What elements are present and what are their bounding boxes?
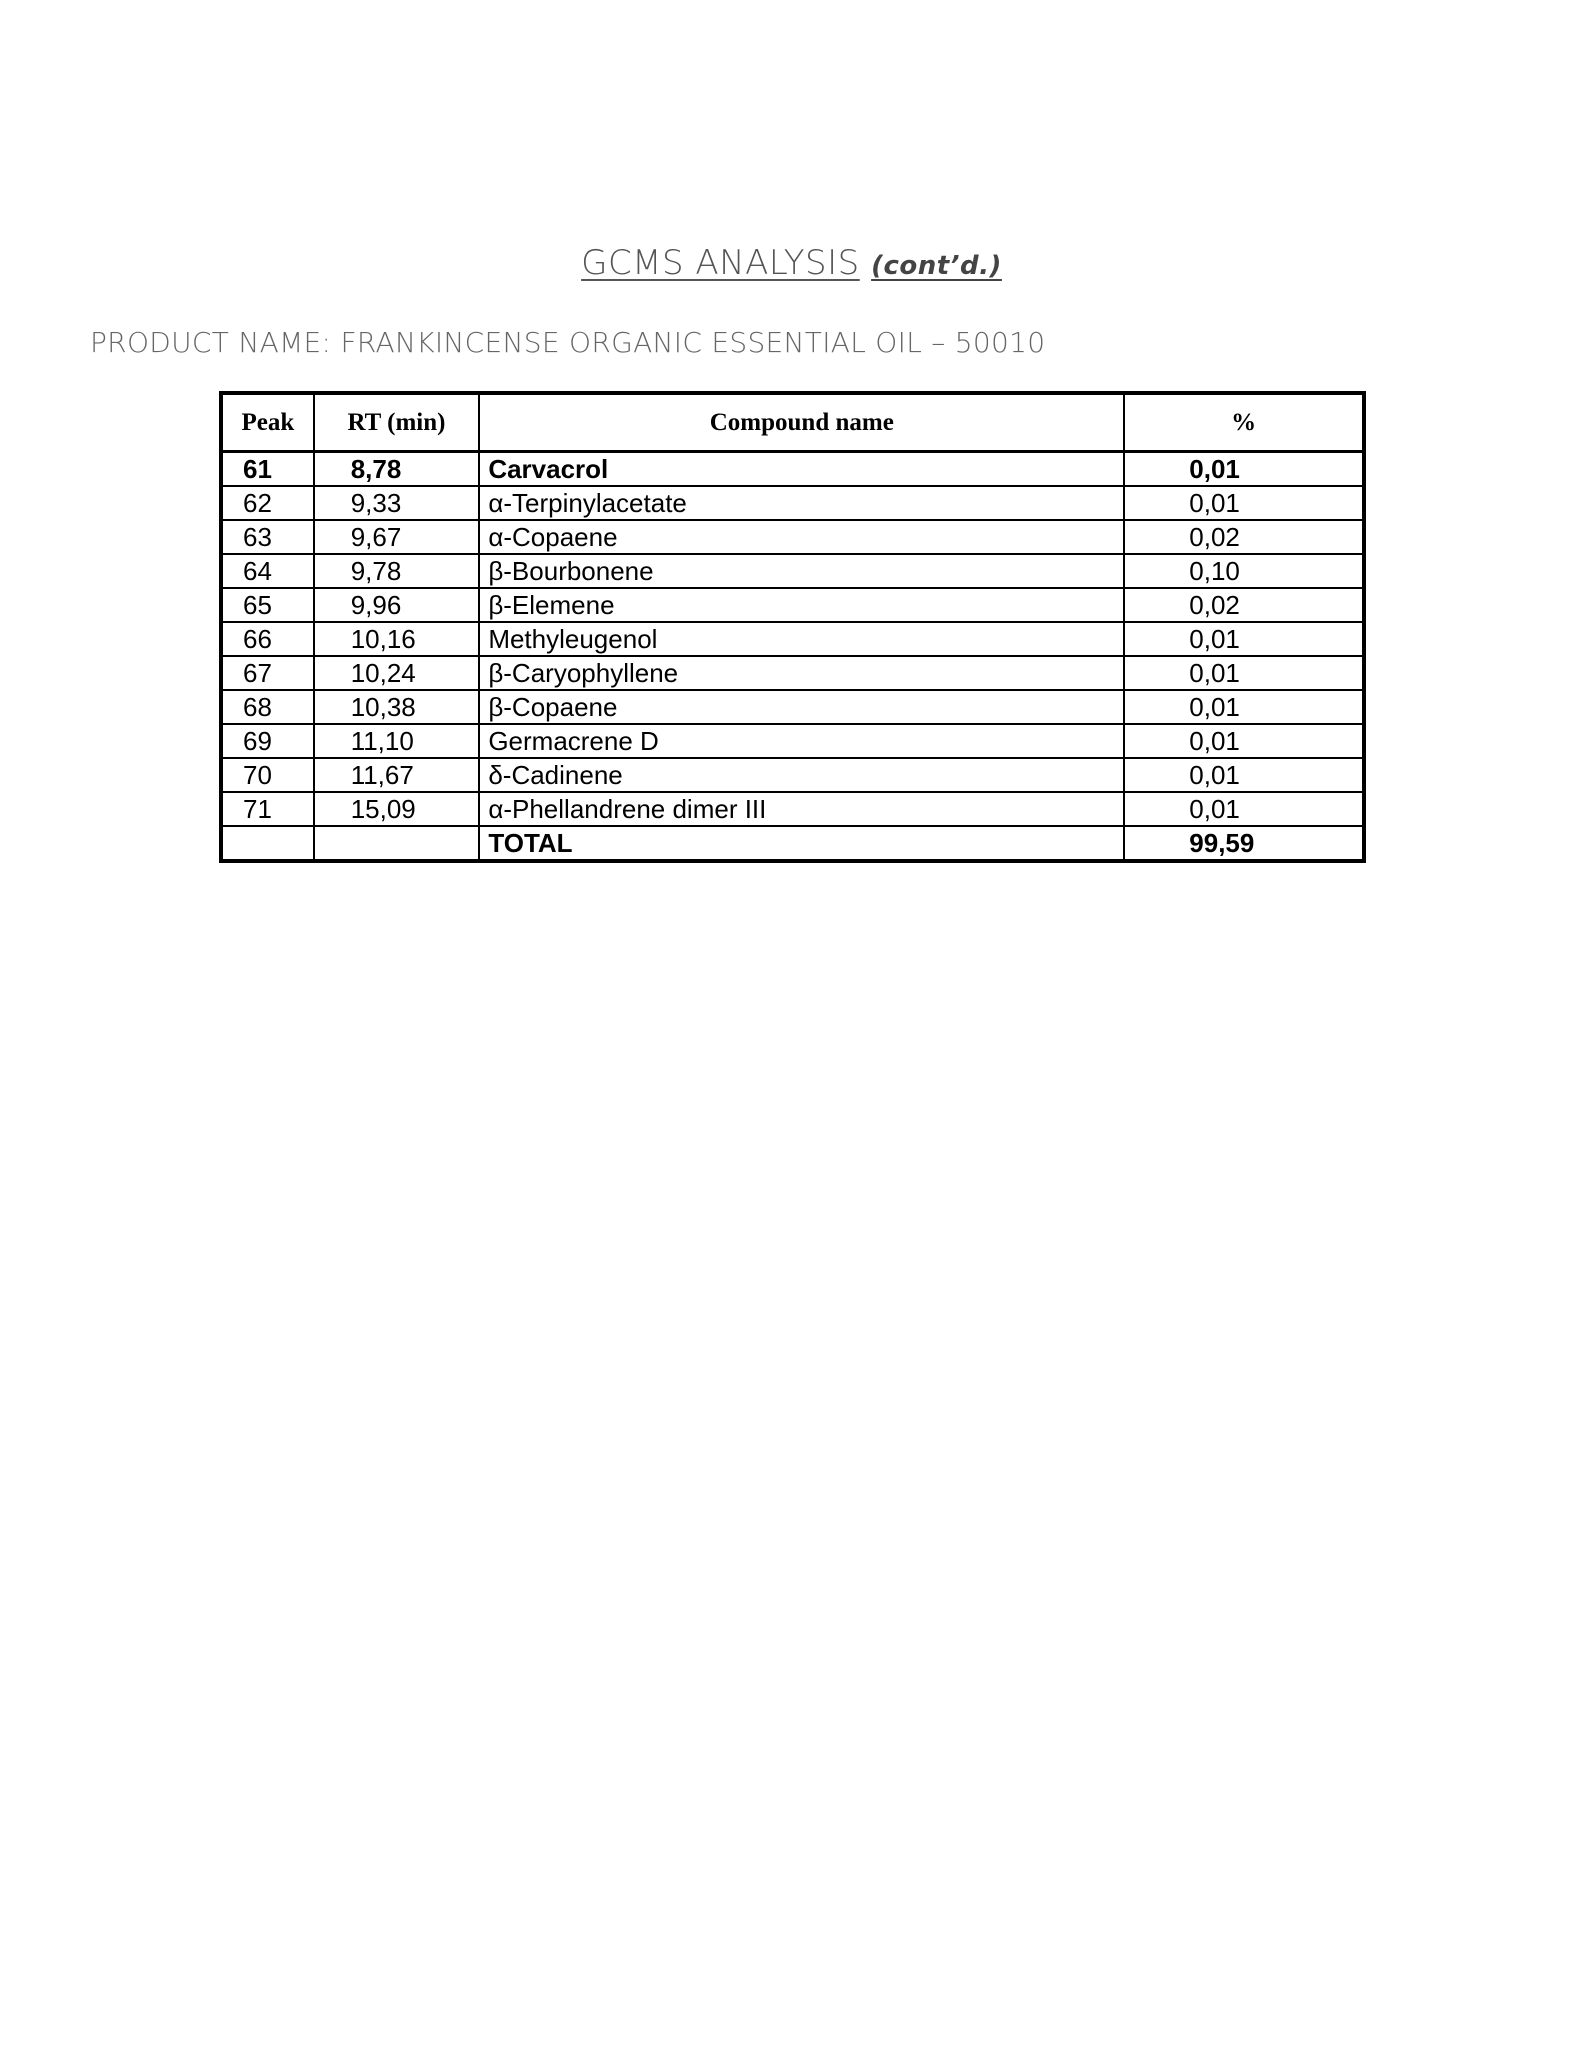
total-row <box>221 826 1364 861</box>
total-percent: 99,59 <box>1124 826 1364 861</box>
cell-compound: β-Bourbonene <box>479 554 1124 588</box>
column-header-rt: RT (min) <box>314 393 480 452</box>
table-row <box>221 792 1364 826</box>
cell-peak: 70 <box>221 758 314 792</box>
cell-peak: 63 <box>221 520 314 554</box>
cell-percent: 0,01 <box>1124 758 1364 792</box>
table-row <box>221 724 1364 758</box>
cell-peak: 65 <box>221 588 314 622</box>
total-label: TOTAL <box>479 826 1124 861</box>
title-main: GCMS ANALYSIS <box>581 243 860 283</box>
cell-rt: 11,10 <box>314 724 480 758</box>
cell-compound: δ-Cadinene <box>479 758 1124 792</box>
cell-compound: α-Phellandrene dimer III <box>479 792 1124 826</box>
product-name-line: PRODUCT NAME: FRANKINCENSE ORGANIC ESSENTIAL OIL – 50010 <box>90 326 1046 359</box>
cell-percent: 0,01 <box>1124 486 1364 520</box>
cell-peak: 69 <box>221 724 314 758</box>
cell-compound: α-Terpinylacetate <box>479 486 1124 520</box>
column-header-compound: Compound name <box>479 393 1124 452</box>
column-header-peak: Peak <box>221 393 314 452</box>
table-row <box>221 452 1364 487</box>
table-row <box>221 622 1364 656</box>
cell-rt: 8,78 <box>314 452 480 487</box>
cell-compound: α-Copaene <box>479 520 1124 554</box>
cell-percent: 0,02 <box>1124 520 1364 554</box>
cell-compound: Carvacrol <box>479 452 1124 487</box>
table-row <box>221 690 1364 724</box>
cell-peak <box>221 826 314 861</box>
table-row <box>221 588 1364 622</box>
table-row <box>221 656 1364 690</box>
cell-percent: 0,01 <box>1124 690 1364 724</box>
cell-rt: 10,24 <box>314 656 480 690</box>
cell-rt: 10,16 <box>314 622 480 656</box>
cell-rt: 9,96 <box>314 588 480 622</box>
gcms-table <box>219 391 1366 863</box>
document-title <box>0 243 1583 283</box>
cell-peak: 61 <box>221 452 314 487</box>
cell-peak: 62 <box>221 486 314 520</box>
cell-compound: β-Copaene <box>479 690 1124 724</box>
cell-compound: Methyleugenol <box>479 622 1124 656</box>
table-row <box>221 758 1364 792</box>
cell-percent: 0,02 <box>1124 588 1364 622</box>
table-row <box>221 486 1364 520</box>
cell-compound: Germacrene D <box>479 724 1124 758</box>
cell-rt: 9,67 <box>314 520 480 554</box>
cell-percent: 0,01 <box>1124 622 1364 656</box>
cell-rt <box>314 826 480 861</box>
title-continued-note: (cont’d.) <box>871 251 1002 281</box>
cell-rt: 9,78 <box>314 554 480 588</box>
cell-percent: 0,01 <box>1124 656 1364 690</box>
cell-compound: β-Caryophyllene <box>479 656 1124 690</box>
cell-peak: 68 <box>221 690 314 724</box>
cell-rt: 9,33 <box>314 486 480 520</box>
cell-compound: β-Elemene <box>479 588 1124 622</box>
cell-peak: 64 <box>221 554 314 588</box>
table-row <box>221 554 1364 588</box>
cell-peak: 66 <box>221 622 314 656</box>
cell-percent: 0,10 <box>1124 554 1364 588</box>
cell-rt: 10,38 <box>314 690 480 724</box>
cell-rt: 15,09 <box>314 792 480 826</box>
table-header-row <box>221 393 1364 452</box>
column-header-percent: % <box>1124 393 1364 452</box>
cell-percent: 0,01 <box>1124 792 1364 826</box>
cell-peak: 67 <box>221 656 314 690</box>
cell-peak: 71 <box>221 792 314 826</box>
cell-rt: 11,67 <box>314 758 480 792</box>
table-row <box>221 520 1364 554</box>
cell-percent: 0,01 <box>1124 724 1364 758</box>
cell-percent: 0,01 <box>1124 452 1364 487</box>
